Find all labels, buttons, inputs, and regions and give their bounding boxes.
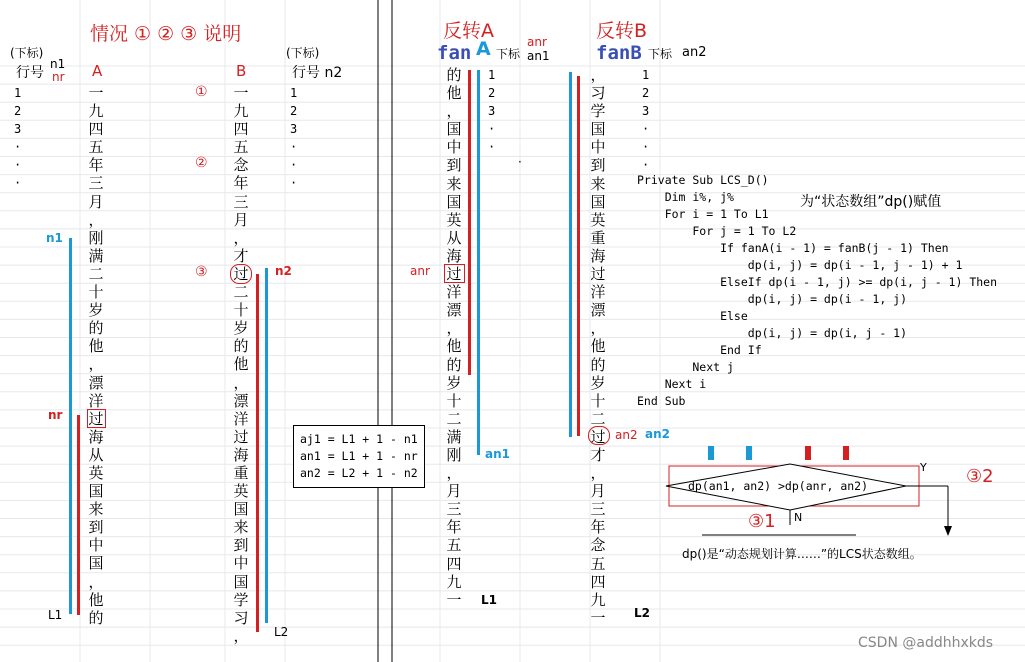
char-cell: 国: [88, 554, 104, 573]
char-cell: 一: [233, 84, 249, 102]
code-line: End Sub: [637, 394, 686, 408]
row-label: 行号: [16, 65, 44, 81]
label-anr: anr: [410, 264, 430, 278]
char-cell: 重: [590, 228, 606, 247]
char-cell: 月: [88, 192, 104, 211]
char-cell: 月: [446, 482, 462, 501]
subscript-number: ·: [642, 158, 650, 173]
marker-3: ③: [195, 264, 208, 280]
title-fan-b: 反转B: [596, 20, 648, 42]
char-cell: 五: [88, 138, 104, 157]
fan-a-subscript: 下标: [496, 47, 521, 61]
char-cell: 英: [88, 463, 104, 482]
bar-fan-b-blue: [569, 72, 572, 437]
char-cell: 中: [88, 536, 104, 555]
char-cell: 念: [233, 156, 249, 175]
fan-a-label: fan: [437, 42, 472, 64]
char-cell: 月: [590, 482, 606, 501]
char-cell: 来: [446, 174, 462, 193]
right-row-label: 行号 n2: [292, 65, 343, 81]
formula-line: an1 = L1 + 1 - nr: [300, 449, 418, 463]
char-cell: ，: [590, 66, 606, 84]
right-subscript-label: (下标): [286, 46, 320, 60]
flow-yes: Y: [920, 461, 927, 474]
label-an2-blue: an2: [645, 427, 670, 441]
char-cell: 他: [233, 355, 249, 374]
char-cell: 英: [446, 210, 462, 229]
char-cell: 的: [590, 355, 606, 374]
char-cell: ，: [590, 464, 606, 483]
char-cell: 海: [446, 246, 462, 265]
column-b: [231, 84, 251, 645]
char-cell: 九: [233, 102, 249, 121]
char-cell: 洋: [233, 409, 249, 428]
code-line: dp(i, j) = dp(i - 1, j): [637, 292, 908, 306]
char-cell: ，: [446, 319, 462, 338]
char-cell: ，: [446, 102, 462, 121]
highlight-fan-a-guo: [444, 264, 465, 283]
char-cell: 才: [233, 246, 249, 265]
char-cell: 二: [88, 264, 104, 283]
char-cell: 过: [590, 265, 606, 284]
char-cell: 的: [88, 608, 104, 627]
char-cell: 一: [446, 590, 462, 609]
formula-box: [293, 425, 425, 488]
char-cell: 三: [590, 500, 606, 519]
code-line: ElseIf dp(i - 1, j) >= dp(i, j - 1) Then: [637, 275, 998, 289]
row-number: 3: [290, 122, 298, 137]
char-cell: 海: [233, 445, 249, 464]
char-cell: 中: [233, 554, 249, 573]
char-cell: 国: [233, 500, 249, 519]
char-cell: 到: [233, 536, 249, 555]
label-l2-left: L2: [274, 625, 289, 639]
code-line: Else: [637, 309, 748, 323]
code-comment: 为“状态数组”dp()赋值: [800, 194, 942, 210]
label-nr: nr: [48, 408, 63, 422]
char-cell: 英: [233, 482, 249, 501]
char-cell: ，: [590, 319, 606, 338]
char-cell: 过: [233, 264, 249, 283]
char-cell: 国: [446, 192, 462, 211]
char-cell: 一: [590, 608, 606, 627]
anr-top: anr: [527, 35, 547, 49]
char-cell: 念: [590, 536, 606, 555]
char-cell: 洋: [590, 283, 606, 302]
code-line: End If: [637, 343, 762, 357]
marker-3-1: ③1: [748, 511, 776, 532]
bar-b-blue: [265, 268, 268, 623]
col-b-header: B: [236, 62, 247, 80]
char-cell: 四: [446, 554, 462, 573]
fan-a-numbers: [488, 66, 508, 156]
bar-fan-a-blue: [477, 70, 480, 455]
fan-a-dot: ·: [518, 155, 522, 169]
char-cell: 的: [446, 66, 462, 84]
row-number: ·: [290, 140, 298, 155]
bar-b-red: [256, 274, 259, 632]
char-cell: ，: [88, 210, 104, 229]
flow-note: dp()是“动态规划计算……”的LCS状态数组。: [682, 547, 922, 561]
char-cell: 中: [590, 138, 606, 157]
fan-a-column: [444, 66, 464, 609]
char-cell: 过: [88, 409, 104, 428]
code-line: For j = 1 To L2: [637, 224, 797, 238]
char-cell: 过: [233, 427, 249, 446]
row-number: ·: [14, 176, 22, 191]
subscript-label: (下标): [10, 46, 44, 60]
char-cell: 刚: [446, 445, 462, 464]
fan-a-letter: A: [476, 38, 491, 60]
highlight-fan-b-guo: [588, 426, 610, 445]
char-cell: 从: [446, 228, 462, 247]
flow-condition: dp(an1, an2) >dp(anr, an2): [688, 479, 869, 493]
char-cell: 过: [590, 427, 606, 446]
title-fan-a: 反转A: [443, 20, 494, 42]
char-cell: 国: [233, 572, 249, 591]
row-number: 2: [290, 104, 298, 119]
char-cell: 来: [88, 500, 104, 519]
char-cell: 三: [88, 174, 104, 193]
an2-top: an2: [682, 45, 707, 60]
char-cell: 漂: [446, 301, 462, 320]
row-numbers-left: [14, 84, 34, 193]
subscript-number: 1: [642, 68, 650, 82]
char-cell: 习: [590, 84, 606, 103]
char-cell: 到: [88, 518, 104, 537]
char-cell: 九: [446, 572, 462, 591]
char-cell: 洋: [88, 391, 104, 410]
row-number: 1: [14, 86, 22, 100]
char-cell: 他: [446, 84, 462, 103]
label-n2: n2: [275, 264, 292, 278]
code-line: If fanA(i - 1) = fanB(j - 1) Then: [637, 241, 949, 255]
char-cell: 满: [446, 427, 462, 446]
char-cell: 三: [446, 500, 462, 519]
char-cell: ，: [88, 355, 104, 374]
char-cell: 国: [590, 120, 606, 139]
char-cell: 他: [590, 337, 606, 356]
n1-header: n1: [50, 57, 66, 71]
row-numbers-right: [290, 84, 310, 193]
fan-b-column: [588, 66, 608, 627]
char-cell: 海: [88, 427, 104, 446]
char-cell: 年: [446, 518, 462, 537]
char-cell: 十: [446, 391, 462, 410]
char-cell: 岁: [590, 373, 606, 392]
subscript-number: ·: [488, 140, 496, 155]
char-cell: ，: [88, 572, 104, 591]
char-cell: ，: [233, 373, 249, 392]
char-cell: 年: [590, 518, 606, 537]
label-an1: an1: [485, 447, 510, 461]
formula-line: an2 = L2 + 1 - n2: [300, 466, 418, 480]
char-cell: 五: [590, 554, 606, 573]
fan-b-numbers: [642, 66, 662, 175]
char-cell: 二: [233, 283, 249, 302]
char-cell: 过: [446, 265, 462, 284]
label-n1: n1: [46, 231, 63, 245]
char-cell: 四: [590, 572, 606, 591]
char-cell: 到: [446, 156, 462, 175]
subscript-number: 2: [642, 86, 650, 101]
char-cell: 中: [446, 138, 462, 157]
char-cell: 他: [446, 337, 462, 356]
label-l1-left: L1: [48, 608, 63, 622]
col-a-header: A: [92, 62, 103, 80]
char-cell: 国: [88, 482, 104, 501]
char-cell: 九: [590, 590, 606, 609]
marker-2: ②: [195, 155, 208, 171]
subscript-number: 3: [488, 104, 496, 119]
char-cell: 二: [590, 409, 606, 428]
char-cell: 海: [590, 246, 606, 265]
code-line: Next j: [637, 360, 734, 374]
char-cell: 岁: [233, 319, 249, 338]
char-cell: 国: [590, 192, 606, 211]
subscript-number: 3: [642, 104, 650, 119]
highlight-a-guo: [87, 409, 106, 428]
char-cell: 的: [446, 355, 462, 374]
nr-header: nr: [52, 70, 65, 84]
row-number: 1: [290, 86, 298, 100]
row-number: ·: [290, 176, 298, 191]
char-cell: 英: [590, 210, 606, 229]
label-an2-red: an2: [615, 428, 638, 442]
code-line: Private Sub LCS_D(): [637, 173, 769, 187]
marker-3-2: ③2: [966, 466, 994, 487]
char-cell: 满: [88, 246, 104, 265]
char-cell: 一: [88, 84, 104, 102]
char-cell: 洋: [446, 283, 462, 302]
char-cell: 习: [233, 608, 249, 627]
char-cell: 的: [88, 319, 104, 338]
char-cell: 来: [590, 174, 606, 193]
char-cell: 五: [446, 536, 462, 555]
marker-1: ①: [195, 84, 208, 100]
char-cell: 从: [88, 445, 104, 464]
char-cell: 三: [233, 192, 249, 211]
code-line: dp(i, j) = dp(i, j - 1): [637, 326, 908, 340]
row-number: 2: [14, 104, 22, 119]
an1-top: an1: [527, 49, 550, 63]
char-cell: 来: [233, 518, 249, 537]
row-number: ·: [14, 140, 22, 155]
flow-no: N: [794, 511, 803, 524]
char-cell: 四: [233, 120, 249, 139]
row-number: ·: [14, 158, 22, 173]
label-l2-right: L2: [634, 606, 650, 620]
char-cell: 重: [233, 463, 249, 482]
char-cell: 五: [233, 138, 249, 157]
char-cell: 刚: [88, 228, 104, 247]
code-line: Next i: [637, 377, 707, 391]
bar-fan-b-red: [577, 76, 580, 436]
char-cell: 年: [233, 174, 249, 193]
char-cell: 十: [88, 283, 104, 302]
highlight-b-guo: [230, 264, 252, 284]
code-line: For i = 1 To L1: [637, 207, 769, 221]
char-cell: 四: [88, 120, 104, 139]
char-cell: 年: [88, 156, 104, 175]
subscript-number: ·: [642, 140, 650, 155]
bar-fan-a-red: [468, 70, 471, 375]
subscript-number: ·: [488, 122, 496, 137]
watermark: CSDN @addhhxkds: [858, 635, 994, 651]
fan-b-label: fanB: [596, 42, 642, 64]
char-cell: 学: [233, 590, 249, 609]
row-number: 3: [14, 122, 22, 137]
char-cell: ，: [233, 626, 249, 645]
char-cell: 漂: [590, 301, 606, 320]
char-cell: 国: [446, 120, 462, 139]
char-cell: 十: [233, 301, 249, 320]
char-cell: 漂: [233, 391, 249, 410]
char-cell: 二: [446, 409, 462, 428]
column-a: [86, 84, 106, 627]
char-cell: 才: [590, 445, 606, 464]
char-cell: 的: [233, 337, 249, 356]
char-cell: 漂: [88, 373, 104, 392]
bar-a-red: [77, 415, 80, 615]
char-cell: 九: [88, 102, 104, 121]
title-left: 情况 ① ② ③ 说明: [90, 23, 242, 45]
char-cell: 岁: [88, 301, 104, 320]
char-cell: 学: [590, 102, 606, 121]
subscript-number: 1: [488, 68, 496, 82]
code-line: dp(i, j) = dp(i - 1, j - 1) + 1: [637, 258, 963, 272]
char-cell: 十: [590, 391, 606, 410]
char-cell: 岁: [446, 373, 462, 392]
formula-line: aj1 = L1 + 1 - n1: [300, 432, 418, 446]
subscript-number: 2: [488, 86, 496, 101]
char-cell: 月: [233, 210, 249, 229]
char-cell: 到: [590, 156, 606, 175]
bar-a-blue: [69, 238, 72, 614]
char-cell: 他: [88, 590, 104, 609]
fan-b-subscript: 下标: [648, 47, 673, 61]
char-cell: ，: [446, 464, 462, 483]
row-number: ·: [290, 158, 298, 173]
label-l1-right: L1: [481, 593, 497, 607]
char-cell: ，: [233, 228, 249, 247]
code-line: Dim i%, j%: [637, 190, 734, 204]
char-cell: 他: [88, 337, 104, 356]
subscript-number: ·: [642, 122, 650, 137]
